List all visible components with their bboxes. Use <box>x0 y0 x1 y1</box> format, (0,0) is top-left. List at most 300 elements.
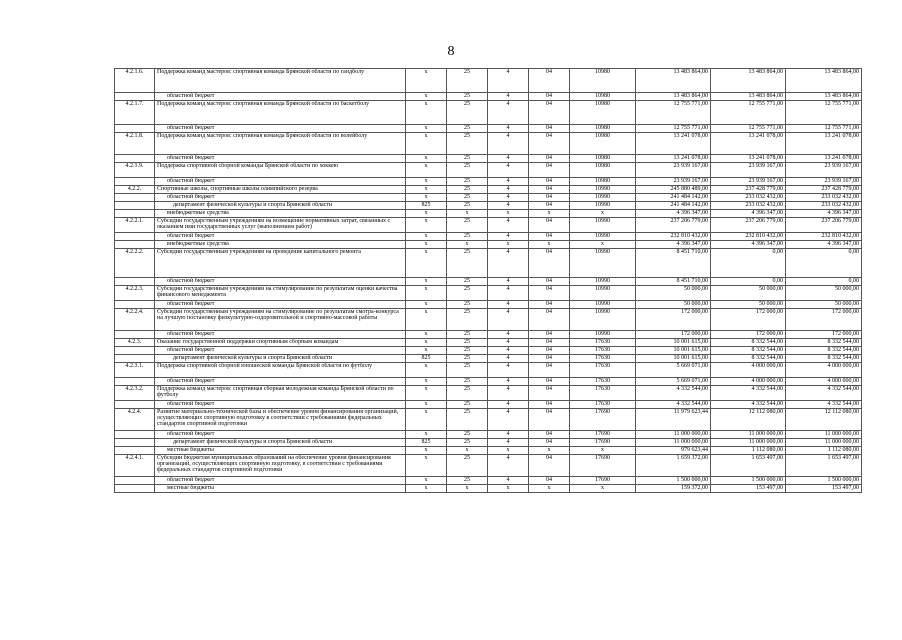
code-a-cell: x <box>406 477 447 485</box>
amount-2-cell: 1 500 000,00 <box>711 477 786 485</box>
code-b-cell: 25 <box>447 202 488 210</box>
description-cell: Поддержка спортивной сборной юношеской команды Брянской области по футболу <box>155 363 406 378</box>
code-d-cell: 04 <box>529 347 570 355</box>
code-d-cell: 04 <box>529 133 570 155</box>
code-a-cell: x <box>406 485 447 493</box>
amount-1-cell: 241 484 142,00 <box>636 202 711 210</box>
code-d-cell: 04 <box>529 278 570 286</box>
code-b-cell: 25 <box>447 93 488 101</box>
code-e-cell: 17630 <box>570 386 636 401</box>
code-b-cell: 25 <box>447 477 488 485</box>
code-b-cell: 25 <box>447 186 488 194</box>
code-b-cell: 25 <box>447 278 488 286</box>
amount-3-cell: 12 755 771,00 <box>786 101 862 125</box>
amount-2-cell: 1 653 497,00 <box>711 455 786 477</box>
amount-3-cell: 8 332 544,00 <box>786 347 862 355</box>
amount-3-cell: 153 497,00 <box>786 485 862 493</box>
code-e-cell: x <box>570 447 636 455</box>
amount-3-cell: 172 000,00 <box>786 309 862 331</box>
code-b-cell: 25 <box>447 301 488 309</box>
code-b-cell: 25 <box>447 363 488 378</box>
code-e-cell: 17630 <box>570 347 636 355</box>
code-c-cell: 4 <box>488 286 529 301</box>
code-a-cell: x <box>406 455 447 477</box>
amount-1-cell: 23 939 167,00 <box>636 163 711 178</box>
amount-3-cell: 172 000,00 <box>786 331 862 339</box>
code-e-cell: x <box>570 241 636 249</box>
code-d-cell: 04 <box>529 218 570 233</box>
amount-2-cell: 13 483 864,00 <box>711 69 786 93</box>
amount-3-cell: 237 428 779,00 <box>786 186 862 194</box>
amount-2-cell: 4 396 347,00 <box>711 241 786 249</box>
table-row <box>115 125 862 133</box>
code-b-cell: 25 <box>447 233 488 241</box>
code-e-cell: 10990 <box>570 331 636 339</box>
amount-1-cell: 172 000,00 <box>636 331 711 339</box>
code-c-cell: x <box>488 485 529 493</box>
item-number-cell <box>115 378 155 386</box>
code-d-cell: 04 <box>529 386 570 401</box>
amount-1-cell: 4 396 347,00 <box>636 241 711 249</box>
amount-1-cell: 10 001 615,00 <box>636 355 711 363</box>
code-a-cell: x <box>406 286 447 301</box>
code-d-cell: 04 <box>529 431 570 439</box>
description-cell: областной бюджет <box>155 331 406 339</box>
code-b-cell: x <box>447 210 488 218</box>
budget-table <box>114 68 862 493</box>
amount-3-cell: 232 810 432,00 <box>786 233 862 241</box>
amount-2-cell: 12 755 771,00 <box>711 125 786 133</box>
code-c-cell: 4 <box>488 431 529 439</box>
table-row <box>115 278 862 286</box>
code-b-cell: 25 <box>447 178 488 186</box>
table-row <box>115 210 862 218</box>
amount-1-cell: 12 755 771,00 <box>636 125 711 133</box>
description-cell: областной бюджет <box>155 233 406 241</box>
amount-2-cell: 237 206 779,00 <box>711 218 786 233</box>
amount-1-cell: 4 332 544,00 <box>636 401 711 409</box>
code-a-cell: x <box>406 278 447 286</box>
code-e-cell: 17690 <box>570 439 636 447</box>
table-body <box>115 69 862 493</box>
code-b-cell: x <box>447 447 488 455</box>
description-cell: Субсидии государственным учреждениям на возмещение нормативных затрат, связанных с оказанием ими государственных услуг (выполнением работ) <box>155 218 406 233</box>
code-c-cell: 4 <box>488 339 529 347</box>
code-e-cell: 10980 <box>570 178 636 186</box>
code-d-cell: 04 <box>529 155 570 163</box>
amount-3-cell: 23 939 167,00 <box>786 178 862 186</box>
description-cell: Спортивные школы, спортивные школы олимпийского резерва <box>155 186 406 194</box>
code-e-cell: 10980 <box>570 93 636 101</box>
code-e-cell: 10980 <box>570 101 636 125</box>
code-b-cell: 25 <box>447 69 488 93</box>
code-d-cell: 04 <box>529 233 570 241</box>
amount-2-cell: 23 939 167,00 <box>711 178 786 186</box>
table-row <box>115 485 862 493</box>
amount-2-cell: 4 000 000,00 <box>711 378 786 386</box>
description-cell: Субсидии государственным учреждениям на проведение капитального ремонта <box>155 249 406 278</box>
item-number-cell <box>115 331 155 339</box>
amount-2-cell: 8 332 544,00 <box>711 347 786 355</box>
code-e-cell: 17630 <box>570 378 636 386</box>
item-number-cell <box>115 355 155 363</box>
amount-3-cell: 4 000 000,00 <box>786 378 862 386</box>
table-row <box>115 339 862 347</box>
item-number-cell <box>115 202 155 210</box>
table-row <box>115 386 862 401</box>
amount-3-cell: 50 000,00 <box>786 301 862 309</box>
code-b-cell: 25 <box>447 155 488 163</box>
amount-2-cell: 0,00 <box>711 249 786 278</box>
code-a-cell: x <box>406 133 447 155</box>
code-a-cell: x <box>406 163 447 178</box>
amount-3-cell: 4 000 000,00 <box>786 363 862 378</box>
description-cell: Поддержка спортивной сборной команды Брянской области по хоккею <box>155 163 406 178</box>
description-cell: местные бюджеты <box>155 447 406 455</box>
code-b-cell: 25 <box>447 309 488 331</box>
code-b-cell: 25 <box>447 286 488 301</box>
item-number-cell <box>115 431 155 439</box>
description-cell: областной бюджет <box>155 278 406 286</box>
amount-1-cell: 13 483 864,00 <box>636 93 711 101</box>
code-d-cell: 04 <box>529 101 570 125</box>
amount-3-cell: 4 396 347,00 <box>786 241 862 249</box>
description-cell: областной бюджет <box>155 155 406 163</box>
amount-2-cell: 4 000 000,00 <box>711 363 786 378</box>
code-a-cell: x <box>406 301 447 309</box>
code-b-cell: 25 <box>447 125 488 133</box>
code-b-cell: 25 <box>447 218 488 233</box>
description-cell: областной бюджет <box>155 477 406 485</box>
code-d-cell: 04 <box>529 186 570 194</box>
amount-1-cell: 13 241 078,00 <box>636 155 711 163</box>
code-c-cell: 4 <box>488 125 529 133</box>
item-number-cell: 4.2.3.2. <box>115 386 155 401</box>
table-row <box>115 347 862 355</box>
amount-2-cell: 1 112 080,00 <box>711 447 786 455</box>
code-c-cell: 4 <box>488 233 529 241</box>
description-cell: Поддержка команд мастеров: спортивная сборная молодежная команда Брянской области по футболу <box>155 386 406 401</box>
code-d-cell: 04 <box>529 378 570 386</box>
amount-3-cell: 0,00 <box>786 278 862 286</box>
code-b-cell: x <box>447 485 488 493</box>
code-a-cell: x <box>406 155 447 163</box>
code-a-cell: x <box>406 409 447 431</box>
code-b-cell: 25 <box>447 378 488 386</box>
amount-3-cell: 23 939 167,00 <box>786 163 862 178</box>
amount-2-cell: 8 332 544,00 <box>711 339 786 347</box>
amount-1-cell: 5 669 071,00 <box>636 378 711 386</box>
amount-2-cell: 13 483 864,00 <box>711 93 786 101</box>
amount-1-cell: 8 451 710,00 <box>636 278 711 286</box>
code-e-cell: 17690 <box>570 477 636 485</box>
code-d-cell: 04 <box>529 202 570 210</box>
description-cell: областной бюджет <box>155 401 406 409</box>
amount-2-cell: 233 032 432,00 <box>711 194 786 202</box>
code-d-cell: 04 <box>529 178 570 186</box>
code-c-cell: 4 <box>488 163 529 178</box>
amount-1-cell: 12 755 771,00 <box>636 101 711 125</box>
code-c-cell: 4 <box>488 439 529 447</box>
amount-3-cell: 11 000 000,00 <box>786 431 862 439</box>
code-d-cell: 04 <box>529 439 570 447</box>
table-row <box>115 286 862 301</box>
code-d-cell: x <box>529 447 570 455</box>
amount-2-cell: 172 000,00 <box>711 331 786 339</box>
description-cell: внебюджетные средства <box>155 241 406 249</box>
code-a-cell: x <box>406 186 447 194</box>
code-e-cell: 10990 <box>570 202 636 210</box>
description-cell: Субсидии государственным учреждениям на стимулирование по результатам оценки качества финансового менеджмента <box>155 286 406 301</box>
code-c-cell: 4 <box>488 347 529 355</box>
amount-3-cell: 12 112 080,00 <box>786 409 862 431</box>
code-c-cell: 4 <box>488 249 529 278</box>
amount-1-cell: 50 000,00 <box>636 286 711 301</box>
amount-2-cell: 153 497,00 <box>711 485 786 493</box>
amount-3-cell: 4 396 347,00 <box>786 210 862 218</box>
amount-3-cell: 8 332 544,00 <box>786 355 862 363</box>
item-number-cell: 4.2.2.3. <box>115 286 155 301</box>
table-row <box>115 218 862 233</box>
amount-1-cell: 13 241 078,00 <box>636 133 711 155</box>
description-cell: Развитие материально-технической базы и обеспечение уровня финансирования организаций, осуществляющих спортивную подготовку в соответствии с требованиями федеральных стандартов спортивной подготовки <box>155 409 406 431</box>
table-row <box>115 249 862 278</box>
amount-1-cell: 237 206 779,00 <box>636 218 711 233</box>
code-a-cell: 825 <box>406 355 447 363</box>
amount-2-cell: 4 332 544,00 <box>711 401 786 409</box>
code-e-cell: 10980 <box>570 155 636 163</box>
table-row <box>115 69 862 93</box>
code-a-cell: x <box>406 331 447 339</box>
table-row <box>115 233 862 241</box>
table-row <box>115 447 862 455</box>
table-row <box>115 477 862 485</box>
code-b-cell: 25 <box>447 133 488 155</box>
item-number-cell: 4.2.2.4. <box>115 309 155 331</box>
code-c-cell: 4 <box>488 455 529 477</box>
code-b-cell: 25 <box>447 401 488 409</box>
amount-1-cell: 1 500 000,00 <box>636 477 711 485</box>
code-e-cell: 17630 <box>570 355 636 363</box>
code-e-cell: 10990 <box>570 286 636 301</box>
code-d-cell: 04 <box>529 363 570 378</box>
amount-3-cell: 11 000 000,00 <box>786 439 862 447</box>
table-row <box>115 163 862 178</box>
code-d-cell: 04 <box>529 301 570 309</box>
amount-1-cell: 232 810 432,00 <box>636 233 711 241</box>
description-cell: департамент физической культуры и спорта Брянской области <box>155 439 406 447</box>
amount-1-cell: 11 000 000,00 <box>636 431 711 439</box>
code-b-cell: 25 <box>447 439 488 447</box>
code-e-cell: 10980 <box>570 163 636 178</box>
code-b-cell: 25 <box>447 355 488 363</box>
code-c-cell: x <box>488 241 529 249</box>
code-b-cell: 25 <box>447 339 488 347</box>
code-e-cell: 10980 <box>570 69 636 93</box>
amount-2-cell: 12 755 771,00 <box>711 101 786 125</box>
amount-3-cell: 4 332 544,00 <box>786 401 862 409</box>
amount-1-cell: 241 484 142,00 <box>636 194 711 202</box>
item-number-cell <box>115 485 155 493</box>
amount-3-cell: 1 500 000,00 <box>786 477 862 485</box>
code-c-cell: 4 <box>488 218 529 233</box>
amount-2-cell: 11 000 000,00 <box>711 431 786 439</box>
item-number-cell <box>115 401 155 409</box>
amount-3-cell: 50 000,00 <box>786 286 862 301</box>
code-c-cell: 4 <box>488 477 529 485</box>
code-e-cell: 17630 <box>570 339 636 347</box>
code-c-cell: 4 <box>488 331 529 339</box>
code-d-cell: 04 <box>529 455 570 477</box>
amount-1-cell: 11 000 000,00 <box>636 439 711 447</box>
description-cell: Поддержка команд мастеров: спортивная команда Брянской области по баскетболу <box>155 101 406 125</box>
table-row <box>115 241 862 249</box>
amount-1-cell: 13 483 864,00 <box>636 69 711 93</box>
code-c-cell: x <box>488 447 529 455</box>
amount-2-cell: 13 241 078,00 <box>711 155 786 163</box>
amount-1-cell: 23 939 167,00 <box>636 178 711 186</box>
item-number-cell <box>115 125 155 133</box>
code-d-cell: 04 <box>529 286 570 301</box>
amount-1-cell: 50 000,00 <box>636 301 711 309</box>
code-c-cell: x <box>488 210 529 218</box>
code-a-cell: x <box>406 210 447 218</box>
item-number-cell: 4.2.4. <box>115 409 155 431</box>
table-row <box>115 194 862 202</box>
code-a-cell: x <box>406 401 447 409</box>
item-number-cell <box>115 210 155 218</box>
amount-1-cell: 10 001 615,00 <box>636 339 711 347</box>
table-row <box>115 455 862 477</box>
table-row <box>115 378 862 386</box>
table-row <box>115 331 862 339</box>
table-row <box>115 363 862 378</box>
amount-2-cell: 4 396 347,00 <box>711 210 786 218</box>
description-cell: Субсидии бюджетам муниципальных образований на обеспечение уровня финансирования организаций, осуществляющих спортивную подготовку, в соответствии с требованиями федеральных стандартов спортивной подготовки <box>155 455 406 477</box>
amount-2-cell: 50 000,00 <box>711 286 786 301</box>
code-e-cell: 10980 <box>570 133 636 155</box>
description-cell: областной бюджет <box>155 194 406 202</box>
item-number-cell: 4.2.3. <box>115 339 155 347</box>
amount-3-cell: 13 483 864,00 <box>786 93 862 101</box>
code-a-cell: x <box>406 386 447 401</box>
amount-3-cell: 13 483 864,00 <box>786 69 862 93</box>
code-b-cell: 25 <box>447 331 488 339</box>
amount-3-cell: 1 112 080,00 <box>786 447 862 455</box>
code-d-cell: 04 <box>529 339 570 347</box>
code-c-cell: 4 <box>488 301 529 309</box>
item-number-cell: 4.2.2. <box>115 186 155 194</box>
code-a-cell: 825 <box>406 439 447 447</box>
table-row <box>115 186 862 194</box>
item-number-cell: 4.2.1.6. <box>115 69 155 93</box>
code-c-cell: 4 <box>488 409 529 431</box>
description-cell: Субсидии государственным учреждениям на стимулирование по результатам смотра-конкурса на лучшую постановку физкультурно-оздоровительной и спортивно-массовой работы <box>155 309 406 331</box>
code-b-cell: x <box>447 241 488 249</box>
code-e-cell: 10990 <box>570 309 636 331</box>
table-row <box>115 93 862 101</box>
code-b-cell: 25 <box>447 431 488 439</box>
description-cell: департамент физической культуры и спорта Брянской области <box>155 355 406 363</box>
description-cell: местные бюджеты <box>155 485 406 493</box>
code-a-cell: x <box>406 431 447 439</box>
table-row <box>115 401 862 409</box>
code-a-cell: x <box>406 93 447 101</box>
code-e-cell: 10990 <box>570 186 636 194</box>
amount-2-cell: 4 332 544,00 <box>711 386 786 401</box>
code-e-cell: x <box>570 210 636 218</box>
amount-2-cell: 50 000,00 <box>711 301 786 309</box>
description-cell: Поддержка команд мастеров: спортивная команда Брянской области по волейболу <box>155 133 406 155</box>
code-d-cell: 04 <box>529 69 570 93</box>
item-number-cell <box>115 178 155 186</box>
code-e-cell: 17690 <box>570 455 636 477</box>
code-e-cell: x <box>570 485 636 493</box>
table-row <box>115 355 862 363</box>
item-number-cell <box>115 233 155 241</box>
description-cell: областной бюджет <box>155 431 406 439</box>
code-a-cell: x <box>406 249 447 278</box>
code-e-cell: 10990 <box>570 218 636 233</box>
code-d-cell: 04 <box>529 401 570 409</box>
item-number-cell <box>115 447 155 455</box>
code-a-cell: x <box>406 69 447 93</box>
table-row <box>115 409 862 431</box>
code-a-cell: 825 <box>406 202 447 210</box>
code-c-cell: 4 <box>488 69 529 93</box>
code-e-cell: 10990 <box>570 249 636 278</box>
item-number-cell <box>115 477 155 485</box>
table-row <box>115 133 862 155</box>
table-row <box>115 202 862 210</box>
table-row <box>115 309 862 331</box>
description-cell: областной бюджет <box>155 93 406 101</box>
code-a-cell: x <box>406 178 447 186</box>
code-d-cell: x <box>529 241 570 249</box>
code-d-cell: 04 <box>529 194 570 202</box>
item-number-cell <box>115 347 155 355</box>
code-d-cell: 04 <box>529 163 570 178</box>
description-cell: областной бюджет <box>155 125 406 133</box>
description-cell: Оказание государственной поддержки спортивным сборным командам <box>155 339 406 347</box>
amount-1-cell: 11 979 623,44 <box>636 409 711 431</box>
code-d-cell: 04 <box>529 249 570 278</box>
amount-1-cell: 10 001 615,00 <box>636 347 711 355</box>
code-e-cell: 10980 <box>570 125 636 133</box>
item-number-cell <box>115 155 155 163</box>
code-e-cell: 10990 <box>570 233 636 241</box>
item-number-cell <box>115 93 155 101</box>
code-d-cell: 04 <box>529 93 570 101</box>
amount-2-cell: 12 112 080,00 <box>711 409 786 431</box>
code-a-cell: x <box>406 194 447 202</box>
code-b-cell: 25 <box>447 194 488 202</box>
item-number-cell <box>115 301 155 309</box>
description-cell: внебюджетные средства <box>155 210 406 218</box>
code-a-cell: x <box>406 233 447 241</box>
code-e-cell: 10990 <box>570 194 636 202</box>
code-c-cell: 4 <box>488 194 529 202</box>
amount-1-cell: 4 332 544,00 <box>636 386 711 401</box>
code-a-cell: x <box>406 363 447 378</box>
item-number-cell: 4.2.4.1. <box>115 455 155 477</box>
item-number-cell: 4.2.2.1. <box>115 218 155 233</box>
code-c-cell: 4 <box>488 186 529 194</box>
description-cell: областной бюджет <box>155 301 406 309</box>
amount-2-cell: 237 428 779,00 <box>711 186 786 194</box>
amount-2-cell: 233 032 432,00 <box>711 202 786 210</box>
table-row <box>115 439 862 447</box>
